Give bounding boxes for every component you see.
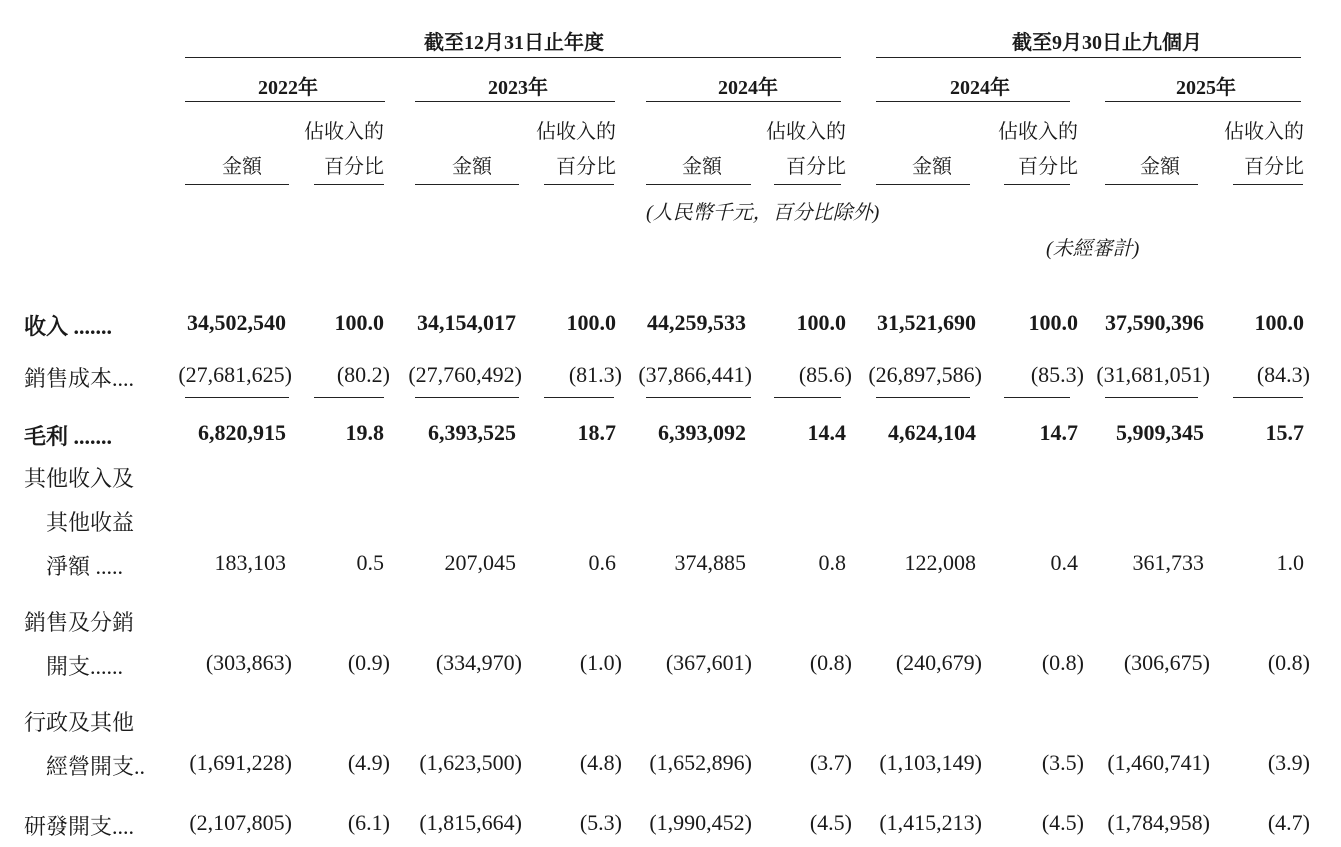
subtotal-rule bbox=[415, 397, 519, 398]
cell-percentage: 100.0 bbox=[1254, 310, 1304, 335]
cell-amount: (26,897,586) bbox=[868, 362, 982, 387]
row-label: 開支...... bbox=[46, 654, 124, 679]
cell-amount: (27,760,492) bbox=[408, 362, 522, 387]
cell-percentage: (4.5) bbox=[809, 810, 852, 835]
cell-percentage: (6.1) bbox=[347, 810, 390, 835]
cell-percentage: 0.8 bbox=[818, 550, 846, 575]
cell-amount: (31,681,051) bbox=[1096, 362, 1210, 387]
cell-percentage: (5.3) bbox=[579, 810, 622, 835]
cell-amount: 44,259,533 bbox=[647, 310, 746, 335]
cell-amount: 5,909,345 bbox=[1116, 420, 1204, 445]
cell-percentage: (0.8) bbox=[809, 650, 852, 675]
cell-percentage: (0.9) bbox=[347, 650, 390, 675]
subtotal-rule bbox=[1105, 397, 1198, 398]
cell-percentage: 14.4 bbox=[807, 420, 846, 445]
cell-percentage: 1.0 bbox=[1276, 550, 1304, 575]
year-rule bbox=[1105, 101, 1301, 102]
column-header-rule bbox=[646, 184, 751, 185]
row-label: 行政及其他 bbox=[24, 710, 135, 735]
cell-percentage: 100.0 bbox=[796, 310, 846, 335]
row-label: 銷售成本.... bbox=[24, 366, 135, 391]
column-header-amount: 金額 bbox=[682, 156, 722, 178]
subtotal-rule bbox=[774, 397, 841, 398]
year-2023: 2023年 bbox=[488, 77, 548, 99]
cell-amount: 4,624,104 bbox=[888, 420, 976, 445]
cell-amount: (1,652,896) bbox=[649, 750, 752, 775]
subtotal-rule bbox=[876, 397, 970, 398]
cell-amount: (1,990,452) bbox=[649, 810, 752, 835]
column-header-rule bbox=[185, 184, 289, 185]
cell-amount: 37,590,396 bbox=[1105, 310, 1204, 335]
column-header-pct-line1: 佔收入的 bbox=[766, 121, 846, 143]
subtotal-rule bbox=[185, 397, 289, 398]
cell-amount: (367,601) bbox=[665, 650, 752, 675]
row-label: 淨額 ..... bbox=[46, 554, 124, 579]
column-header-rule bbox=[415, 184, 519, 185]
row-label: 經營開支.. bbox=[46, 754, 146, 779]
column-header-rule bbox=[876, 184, 970, 185]
cell-amount: 183,103 bbox=[214, 550, 286, 575]
cell-percentage: 0.5 bbox=[356, 550, 384, 575]
cell-amount: 122,008 bbox=[904, 550, 976, 575]
cell-percentage: (80.2) bbox=[336, 362, 390, 387]
unaudited-note: (未經審計) bbox=[1046, 238, 1140, 260]
cell-amount: 34,502,540 bbox=[187, 310, 286, 335]
cell-amount: 6,393,525 bbox=[428, 420, 516, 445]
cell-amount: 31,521,690 bbox=[877, 310, 976, 335]
year-2025-nine: 2025年 bbox=[1176, 77, 1236, 99]
cell-amount: (1,815,664) bbox=[419, 810, 522, 835]
cell-amount: 207,045 bbox=[444, 550, 516, 575]
cell-percentage: 0.4 bbox=[1050, 550, 1078, 575]
year-2024-full: 2024年 bbox=[718, 77, 778, 99]
row-label: 其他收入及 bbox=[24, 466, 135, 491]
column-header-pct-line2: 百分比 bbox=[556, 156, 616, 178]
year-rule bbox=[646, 101, 841, 102]
column-header-amount: 金額 bbox=[452, 156, 492, 178]
cell-percentage: (3.9) bbox=[1267, 750, 1310, 775]
cell-amount: (334,970) bbox=[435, 650, 522, 675]
year-2022: 2022年 bbox=[258, 77, 318, 99]
column-header-rule bbox=[1004, 184, 1070, 185]
cell-percentage: 15.7 bbox=[1265, 420, 1304, 445]
cell-amount: 374,885 bbox=[674, 550, 746, 575]
column-header-rule bbox=[544, 184, 614, 185]
year-2024-nine: 2024年 bbox=[950, 77, 1010, 99]
group-rule-nine-months bbox=[876, 57, 1301, 58]
cell-percentage: (4.8) bbox=[579, 750, 622, 775]
column-header-amount: 金額 bbox=[222, 156, 262, 178]
cell-percentage: 14.7 bbox=[1039, 420, 1078, 445]
column-header-pct-line2: 百分比 bbox=[1244, 156, 1304, 178]
cell-percentage: (3.5) bbox=[1041, 750, 1084, 775]
cell-amount: (1,691,228) bbox=[189, 750, 292, 775]
column-header-rule bbox=[774, 184, 841, 185]
cell-percentage: (4.5) bbox=[1041, 810, 1084, 835]
cell-amount: 361,733 bbox=[1132, 550, 1204, 575]
row-label: 其他收益 bbox=[46, 510, 135, 535]
cell-percentage: (4.7) bbox=[1267, 810, 1310, 835]
cell-amount: 6,393,092 bbox=[658, 420, 746, 445]
cell-percentage: (81.3) bbox=[568, 362, 622, 387]
cell-percentage: (85.6) bbox=[798, 362, 852, 387]
subtotal-rule bbox=[1233, 397, 1303, 398]
cell-amount: (240,679) bbox=[895, 650, 982, 675]
column-header-amount: 金額 bbox=[1140, 156, 1180, 178]
row-label: 銷售及分銷 bbox=[24, 610, 135, 635]
subtotal-rule bbox=[314, 397, 384, 398]
year-rule bbox=[415, 101, 615, 102]
column-header-pct-line1: 佔收入的 bbox=[536, 121, 616, 143]
cell-amount: (1,623,500) bbox=[419, 750, 522, 775]
cell-percentage: 100.0 bbox=[334, 310, 384, 335]
subtotal-rule bbox=[646, 397, 751, 398]
cell-amount: (1,415,213) bbox=[879, 810, 982, 835]
group-title-nine-months: 截至9月30日止九個月 bbox=[1012, 32, 1202, 54]
row-label: 收入 ....... bbox=[24, 314, 113, 339]
column-header-pct-line1: 佔收入的 bbox=[304, 121, 384, 143]
column-header-rule bbox=[314, 184, 384, 185]
cell-percentage: (0.8) bbox=[1041, 650, 1084, 675]
row-label: 研發開支.... bbox=[24, 814, 135, 839]
column-header-pct-line2: 百分比 bbox=[1018, 156, 1078, 178]
column-header-rule bbox=[1233, 184, 1303, 185]
unit-note: (人民幣千元，百分比除外) bbox=[646, 202, 880, 224]
group-title-year-ended: 截至12月31日止年度 bbox=[424, 32, 604, 54]
column-header-pct-line1: 佔收入的 bbox=[1224, 121, 1304, 143]
cell-amount: (1,460,741) bbox=[1107, 750, 1210, 775]
subtotal-rule bbox=[1004, 397, 1070, 398]
cell-percentage: (85.3) bbox=[1030, 362, 1084, 387]
cell-percentage: 18.7 bbox=[577, 420, 616, 445]
cell-percentage: (3.7) bbox=[809, 750, 852, 775]
cell-amount: (303,863) bbox=[205, 650, 292, 675]
column-header-pct-line1: 佔收入的 bbox=[998, 121, 1078, 143]
cell-amount: (306,675) bbox=[1123, 650, 1210, 675]
cell-percentage: (4.9) bbox=[347, 750, 390, 775]
cell-percentage: (1.0) bbox=[579, 650, 622, 675]
cell-amount: 34,154,017 bbox=[417, 310, 516, 335]
cell-percentage: 19.8 bbox=[345, 420, 384, 445]
column-header-pct-line2: 百分比 bbox=[786, 156, 846, 178]
group-rule-year-ended bbox=[185, 57, 841, 58]
column-header-rule bbox=[1105, 184, 1198, 185]
cell-percentage: (0.8) bbox=[1267, 650, 1310, 675]
year-rule bbox=[876, 101, 1070, 102]
cell-percentage: (84.3) bbox=[1256, 362, 1310, 387]
row-label: 毛利 ....... bbox=[24, 424, 113, 449]
cell-percentage: 100.0 bbox=[566, 310, 616, 335]
column-header-amount: 金額 bbox=[912, 156, 952, 178]
subtotal-rule bbox=[544, 397, 614, 398]
column-header-pct-line2: 百分比 bbox=[324, 156, 384, 178]
year-rule bbox=[185, 101, 385, 102]
cell-amount: 6,820,915 bbox=[198, 420, 286, 445]
cell-amount: (1,784,958) bbox=[1107, 810, 1210, 835]
cell-percentage: 0.6 bbox=[588, 550, 616, 575]
cell-amount: (1,103,149) bbox=[879, 750, 982, 775]
cell-amount: (2,107,805) bbox=[189, 810, 292, 835]
cell-amount: (37,866,441) bbox=[638, 362, 752, 387]
cell-amount: (27,681,625) bbox=[178, 362, 292, 387]
cell-percentage: 100.0 bbox=[1028, 310, 1078, 335]
